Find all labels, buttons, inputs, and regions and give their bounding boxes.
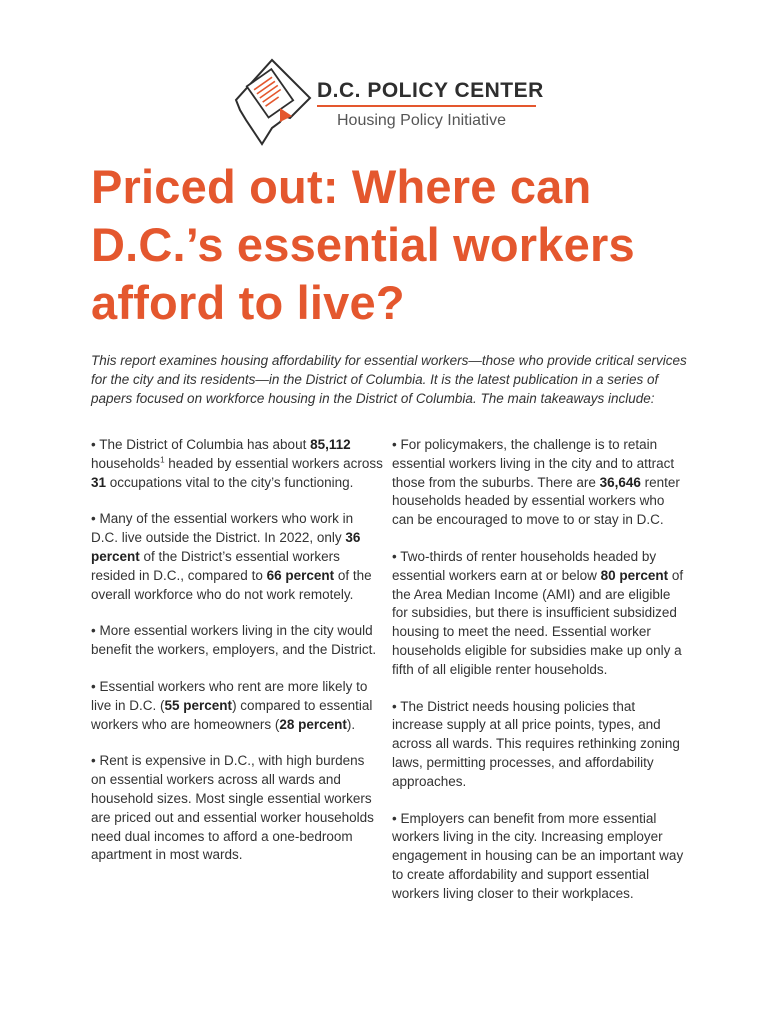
highlight-figure: 31 bbox=[91, 474, 107, 490]
footnote-marker[interactable]: 1 bbox=[160, 455, 165, 465]
org-name: D.C. POLICY CENTER bbox=[317, 79, 544, 102]
takeaway-bullet bbox=[392, 436, 684, 530]
highlight-figure: 28 percent bbox=[279, 716, 347, 732]
bullet-text: households bbox=[91, 455, 161, 471]
takeaway-bullet bbox=[91, 622, 383, 660]
highlight-figure: 66 percent bbox=[266, 567, 335, 583]
takeaway-bullet bbox=[392, 810, 684, 904]
bullet-text: • The District of Columbia has about bbox=[91, 437, 311, 452]
bullet-text: • Two-thirds of renter households headed by essential workers earn at or below bbox=[392, 548, 657, 583]
bullet-text: • The District needs housing policies that increase supply at all price points, types, and across all wards. This requires rethinking zoning laws, permitting processes, and affordability approaches. bbox=[392, 698, 680, 789]
takeaways-right-column bbox=[392, 436, 684, 922]
report-intro: This report examines housing affordability for essential workers—those who provide critical services for the city and its residents—in the District of Columbia. It is the latest publication in a series of papers focused on workforce housing in the District of Columbia. The main takeaways include: bbox=[91, 353, 687, 406]
bullet-text: ). bbox=[346, 716, 356, 732]
takeaway-bullet bbox=[91, 436, 383, 492]
takeaway-bullet bbox=[91, 510, 383, 604]
highlight-figure: 80 percent bbox=[600, 567, 669, 583]
takeaway-bullet bbox=[91, 678, 383, 734]
bullet-text: • Employers can benefit from more essential workers living in the city. Increasing employer engagement in housing can be an important way to create affordability and support essential workers living closer to their workplaces. bbox=[392, 810, 684, 901]
bullet-text: ) compared to essential workers who are homeowners ( bbox=[91, 697, 373, 732]
bullet-text: occupations vital to the city’s functioning. bbox=[106, 474, 354, 490]
bullet-text: • Rent is expensive in D.C., with high burdens on essential workers across all wards and household sizes. Most single essential workers are priced out and essential worker households need dual incomes to afford a one-bedroom apartment in most wards. bbox=[91, 753, 374, 863]
bullet-text: of the overall workforce who do not work remotely. bbox=[91, 567, 372, 602]
highlight-figure: 36 percent bbox=[91, 530, 361, 564]
highlight-figure: 55 percent bbox=[164, 697, 233, 713]
bullet-text: • More essential workers living in the city would benefit the workers, employers, and the District. bbox=[91, 623, 377, 658]
initiative-name: Housing Policy Initiative bbox=[337, 112, 506, 129]
report-title: Priced out: Where can D.C.’s essential workers afford to live? bbox=[91, 160, 635, 329]
takeaway-bullet bbox=[392, 698, 684, 792]
bullet-text: headed by essential workers across bbox=[164, 455, 383, 471]
header-logo bbox=[232, 58, 552, 150]
dc-map-document-icon bbox=[232, 58, 312, 150]
bullet-text: of the District’s essential workers resided in D.C., compared to bbox=[91, 548, 340, 583]
highlight-figure: 85,112 bbox=[310, 437, 351, 452]
takeaway-bullet bbox=[91, 752, 383, 865]
bullet-text: • Essential workers who rent are more likely to live in D.C. ( bbox=[91, 678, 368, 713]
bullet-text: renter households headed by essential workers who can be encouraged to move to or stay in D.C. bbox=[392, 474, 680, 528]
bullet-text: • Many of the essential workers who work in D.C. live outside the District. In 2022, only bbox=[91, 511, 354, 546]
highlight-figure: 36,646 bbox=[599, 474, 641, 490]
takeaway-bullet bbox=[392, 548, 684, 680]
brand-divider bbox=[317, 105, 536, 107]
bullet-text: of the Area Median Income (AMI) and are eligible for subsidies, but there is insufficient subsidized housing to meet the need. Essential worker households eligible for subsidies make up only a fifth of all eligible renter households. bbox=[392, 567, 684, 677]
takeaways-left-column bbox=[91, 436, 383, 883]
bullet-text: • For policymakers, the challenge is to retain essential workers living in the city and to attract those from the suburbs. There are bbox=[392, 437, 675, 490]
